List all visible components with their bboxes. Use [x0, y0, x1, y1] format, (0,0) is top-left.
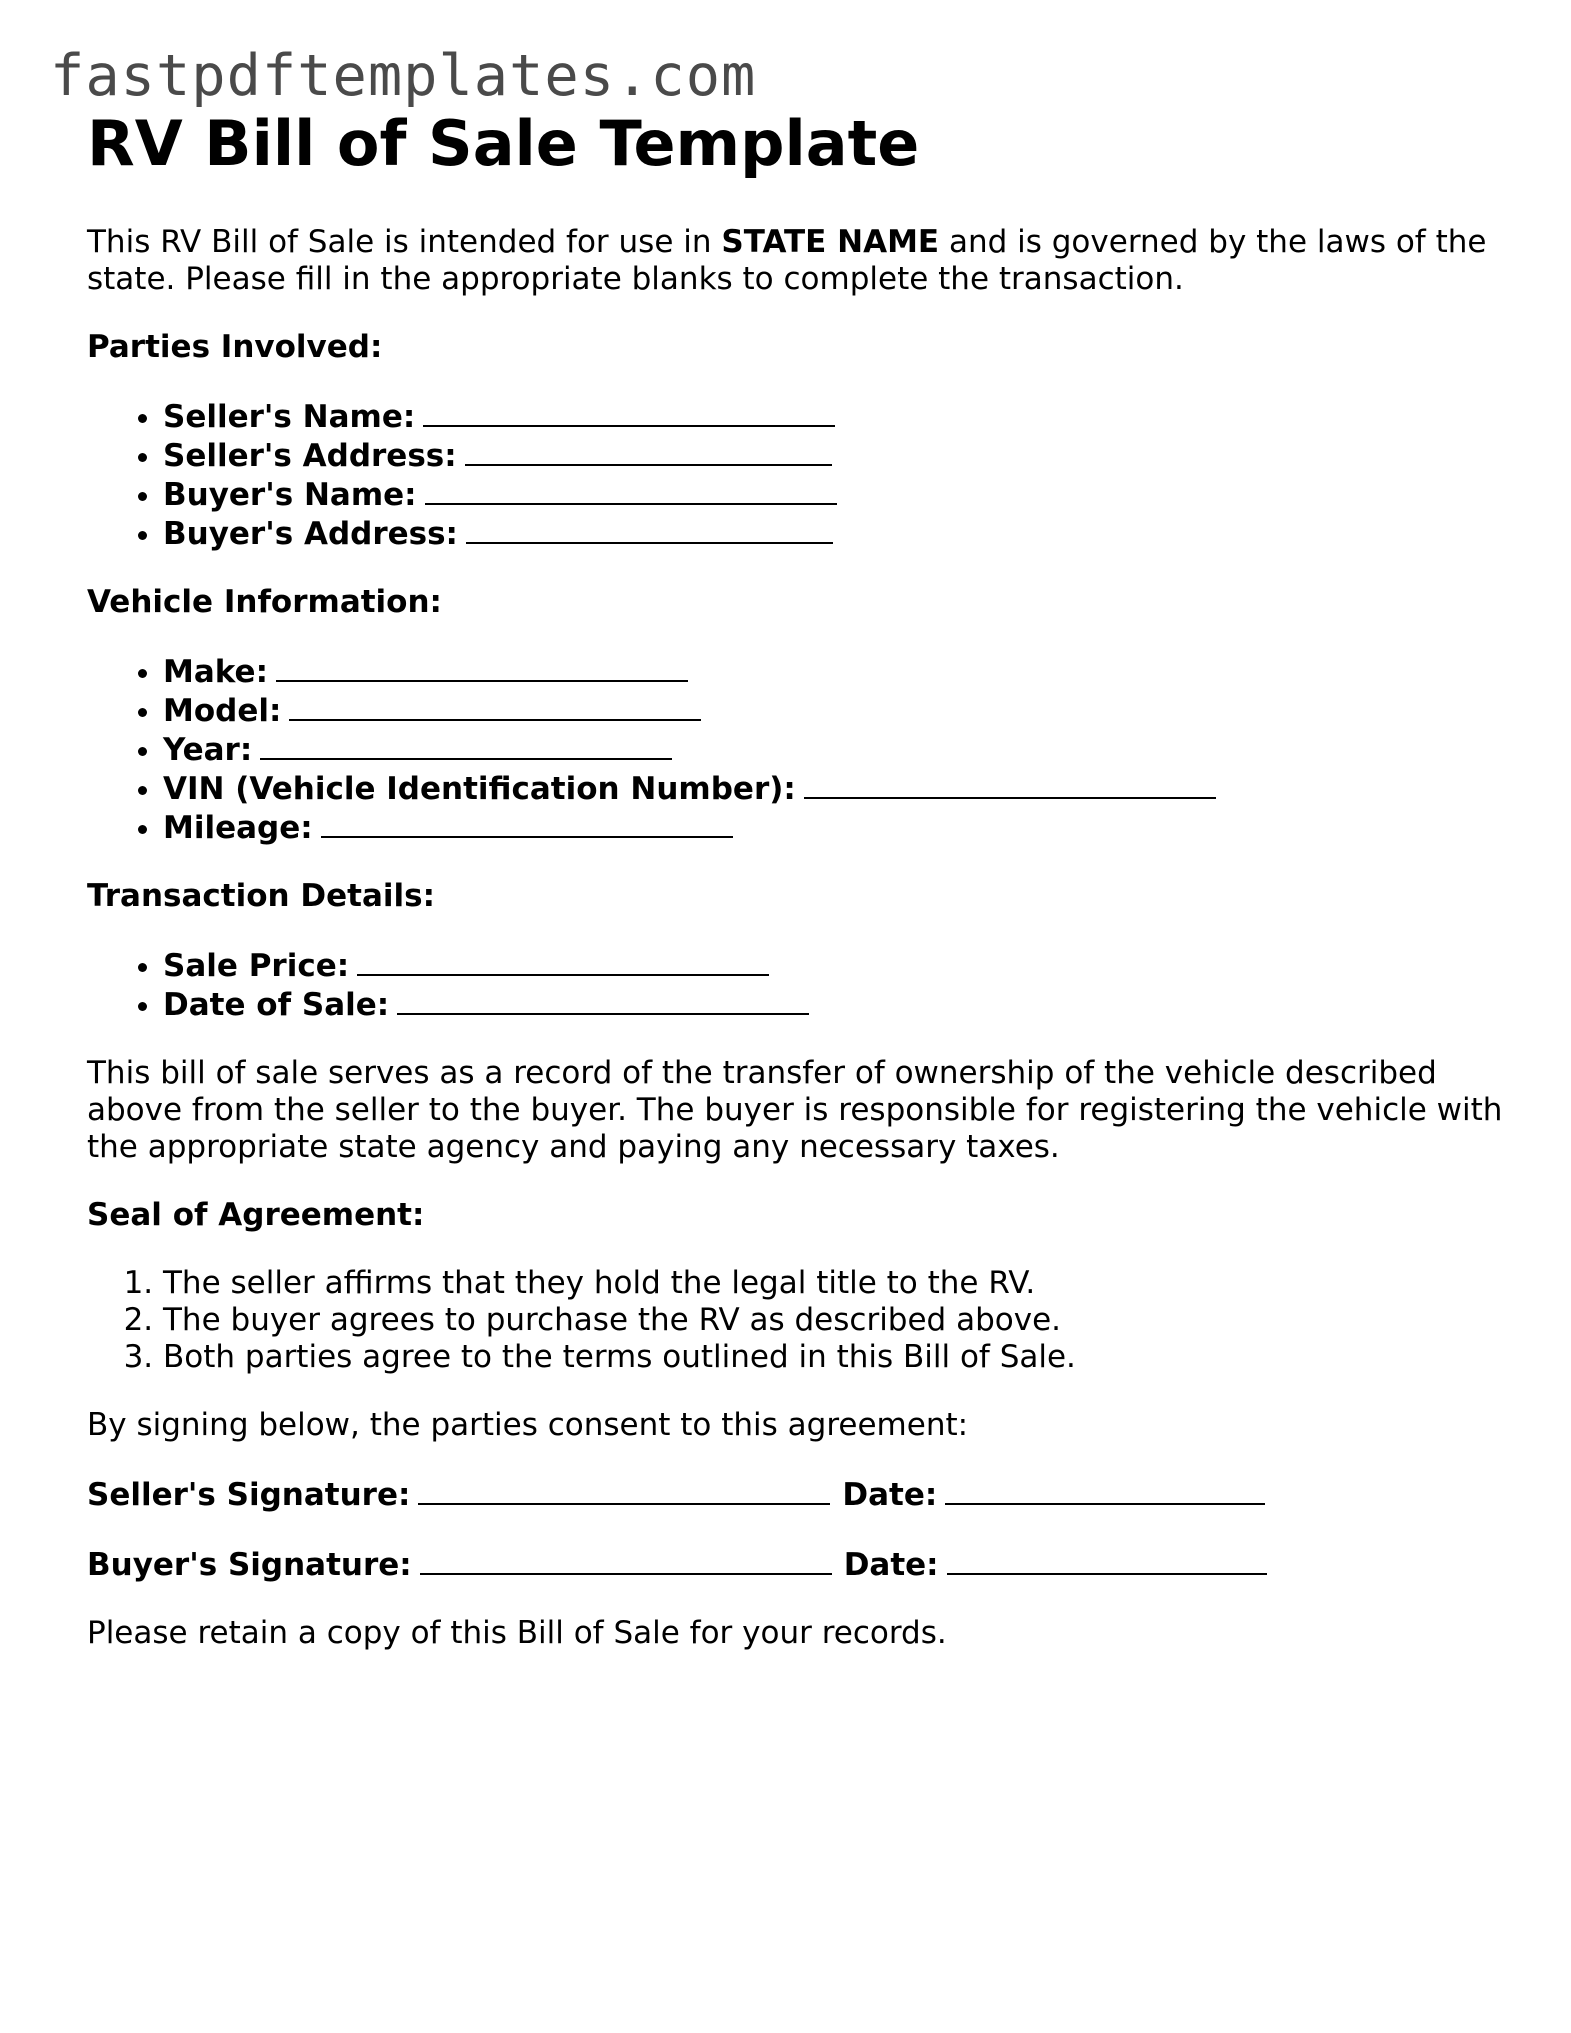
- buyer-date-label: Date:: [843, 1547, 939, 1583]
- seller-address-field[interactable]: [465, 436, 832, 466]
- seal-list: [87, 1265, 1507, 1376]
- date-of-sale-field[interactable]: [397, 985, 809, 1015]
- state-name: STATE NAME: [721, 224, 940, 260]
- vehicle-list: [87, 652, 1507, 847]
- mileage-label: Mileage:: [163, 810, 313, 846]
- list-item: [163, 652, 1507, 691]
- vin-label: VIN (Vehicle Identification Number):: [163, 771, 796, 807]
- year-label: Year:: [163, 732, 253, 768]
- buyer-signature-row: [87, 1545, 1507, 1584]
- list-item: [163, 475, 1507, 514]
- intro-paragraph: [87, 224, 1507, 298]
- closing-paragraph: Please retain a copy of this Bill of Sale for your records.: [87, 1615, 947, 1651]
- buyer-address-label: Buyer's Address:: [163, 516, 458, 552]
- list-item: [163, 691, 1507, 730]
- record-paragraph: This bill of sale serves as a record of the transfer of ownership of the vehicle described above from the seller to the buyer. The buyer is responsible for registering the vehicle with the appropriate state agency and paying any necessary taxes.: [87, 1055, 1503, 1165]
- buyer-name-field[interactable]: [425, 475, 837, 505]
- document-body: [87, 224, 1507, 1683]
- list-item: [163, 514, 1507, 553]
- list-item: [163, 946, 1507, 985]
- buyer-date-field[interactable]: [947, 1545, 1267, 1575]
- model-field[interactable]: [289, 691, 701, 721]
- model-label: Model:: [163, 693, 282, 729]
- list-item: [163, 730, 1507, 769]
- buyer-signature-field[interactable]: [420, 1545, 832, 1575]
- parties-heading: Parties Involved:: [87, 329, 383, 365]
- buyer-address-field[interactable]: [466, 514, 833, 544]
- mileage-field[interactable]: [321, 808, 733, 838]
- vehicle-heading: Vehicle Information:: [87, 584, 442, 620]
- buyer-signature-label: Buyer's Signature:: [87, 1547, 412, 1583]
- vin-field[interactable]: [804, 769, 1216, 799]
- list-item: 2. The buyer agrees to purchase the RV as described above.: [163, 1302, 1507, 1339]
- watermark: fastpdftemplates.com: [50, 43, 757, 109]
- seller-signature-label: Seller's Signature:: [87, 1477, 411, 1513]
- buyer-name-label: Buyer's Name:: [163, 477, 417, 513]
- seller-signature-row: [87, 1475, 1507, 1514]
- consent-paragraph: By signing below, the parties consent to this agreement:: [87, 1407, 969, 1443]
- list-item: [163, 436, 1507, 475]
- seller-date-label: Date:: [842, 1477, 938, 1513]
- transaction-list: [87, 946, 1507, 1024]
- seller-signature-field[interactable]: [418, 1475, 830, 1505]
- list-item: 3. Both parties agree to the terms outlined in this Bill of Sale.: [163, 1339, 1507, 1376]
- sale-price-label: Sale Price:: [163, 948, 350, 984]
- list-item: 1. The seller affirms that they hold the legal title to the RV.: [163, 1265, 1507, 1302]
- year-field[interactable]: [260, 730, 672, 760]
- list-item: [163, 985, 1507, 1024]
- date-of-sale-label: Date of Sale:: [163, 987, 390, 1023]
- seal-heading: Seal of Agreement:: [87, 1197, 425, 1233]
- parties-list: [87, 397, 1507, 553]
- seller-name-field[interactable]: [423, 397, 835, 427]
- page-title: RV Bill of Sale Template: [87, 107, 920, 180]
- make-label: Make:: [163, 654, 268, 690]
- intro-text-after: and is governed by the laws of the state. Please fill in the appropriate blanks to complete the transaction.: [87, 224, 1487, 297]
- sale-price-field[interactable]: [357, 946, 769, 976]
- seller-name-label: Seller's Name:: [163, 399, 416, 435]
- list-item: [163, 397, 1507, 436]
- list-item: [163, 808, 1507, 847]
- intro-text-before: This RV Bill of Sale is intended for use in: [87, 224, 722, 260]
- transaction-heading: Transaction Details:: [87, 878, 435, 914]
- make-field[interactable]: [276, 652, 688, 682]
- seller-address-label: Seller's Address:: [163, 438, 457, 474]
- seller-date-field[interactable]: [945, 1475, 1265, 1505]
- list-item: [163, 769, 1507, 808]
